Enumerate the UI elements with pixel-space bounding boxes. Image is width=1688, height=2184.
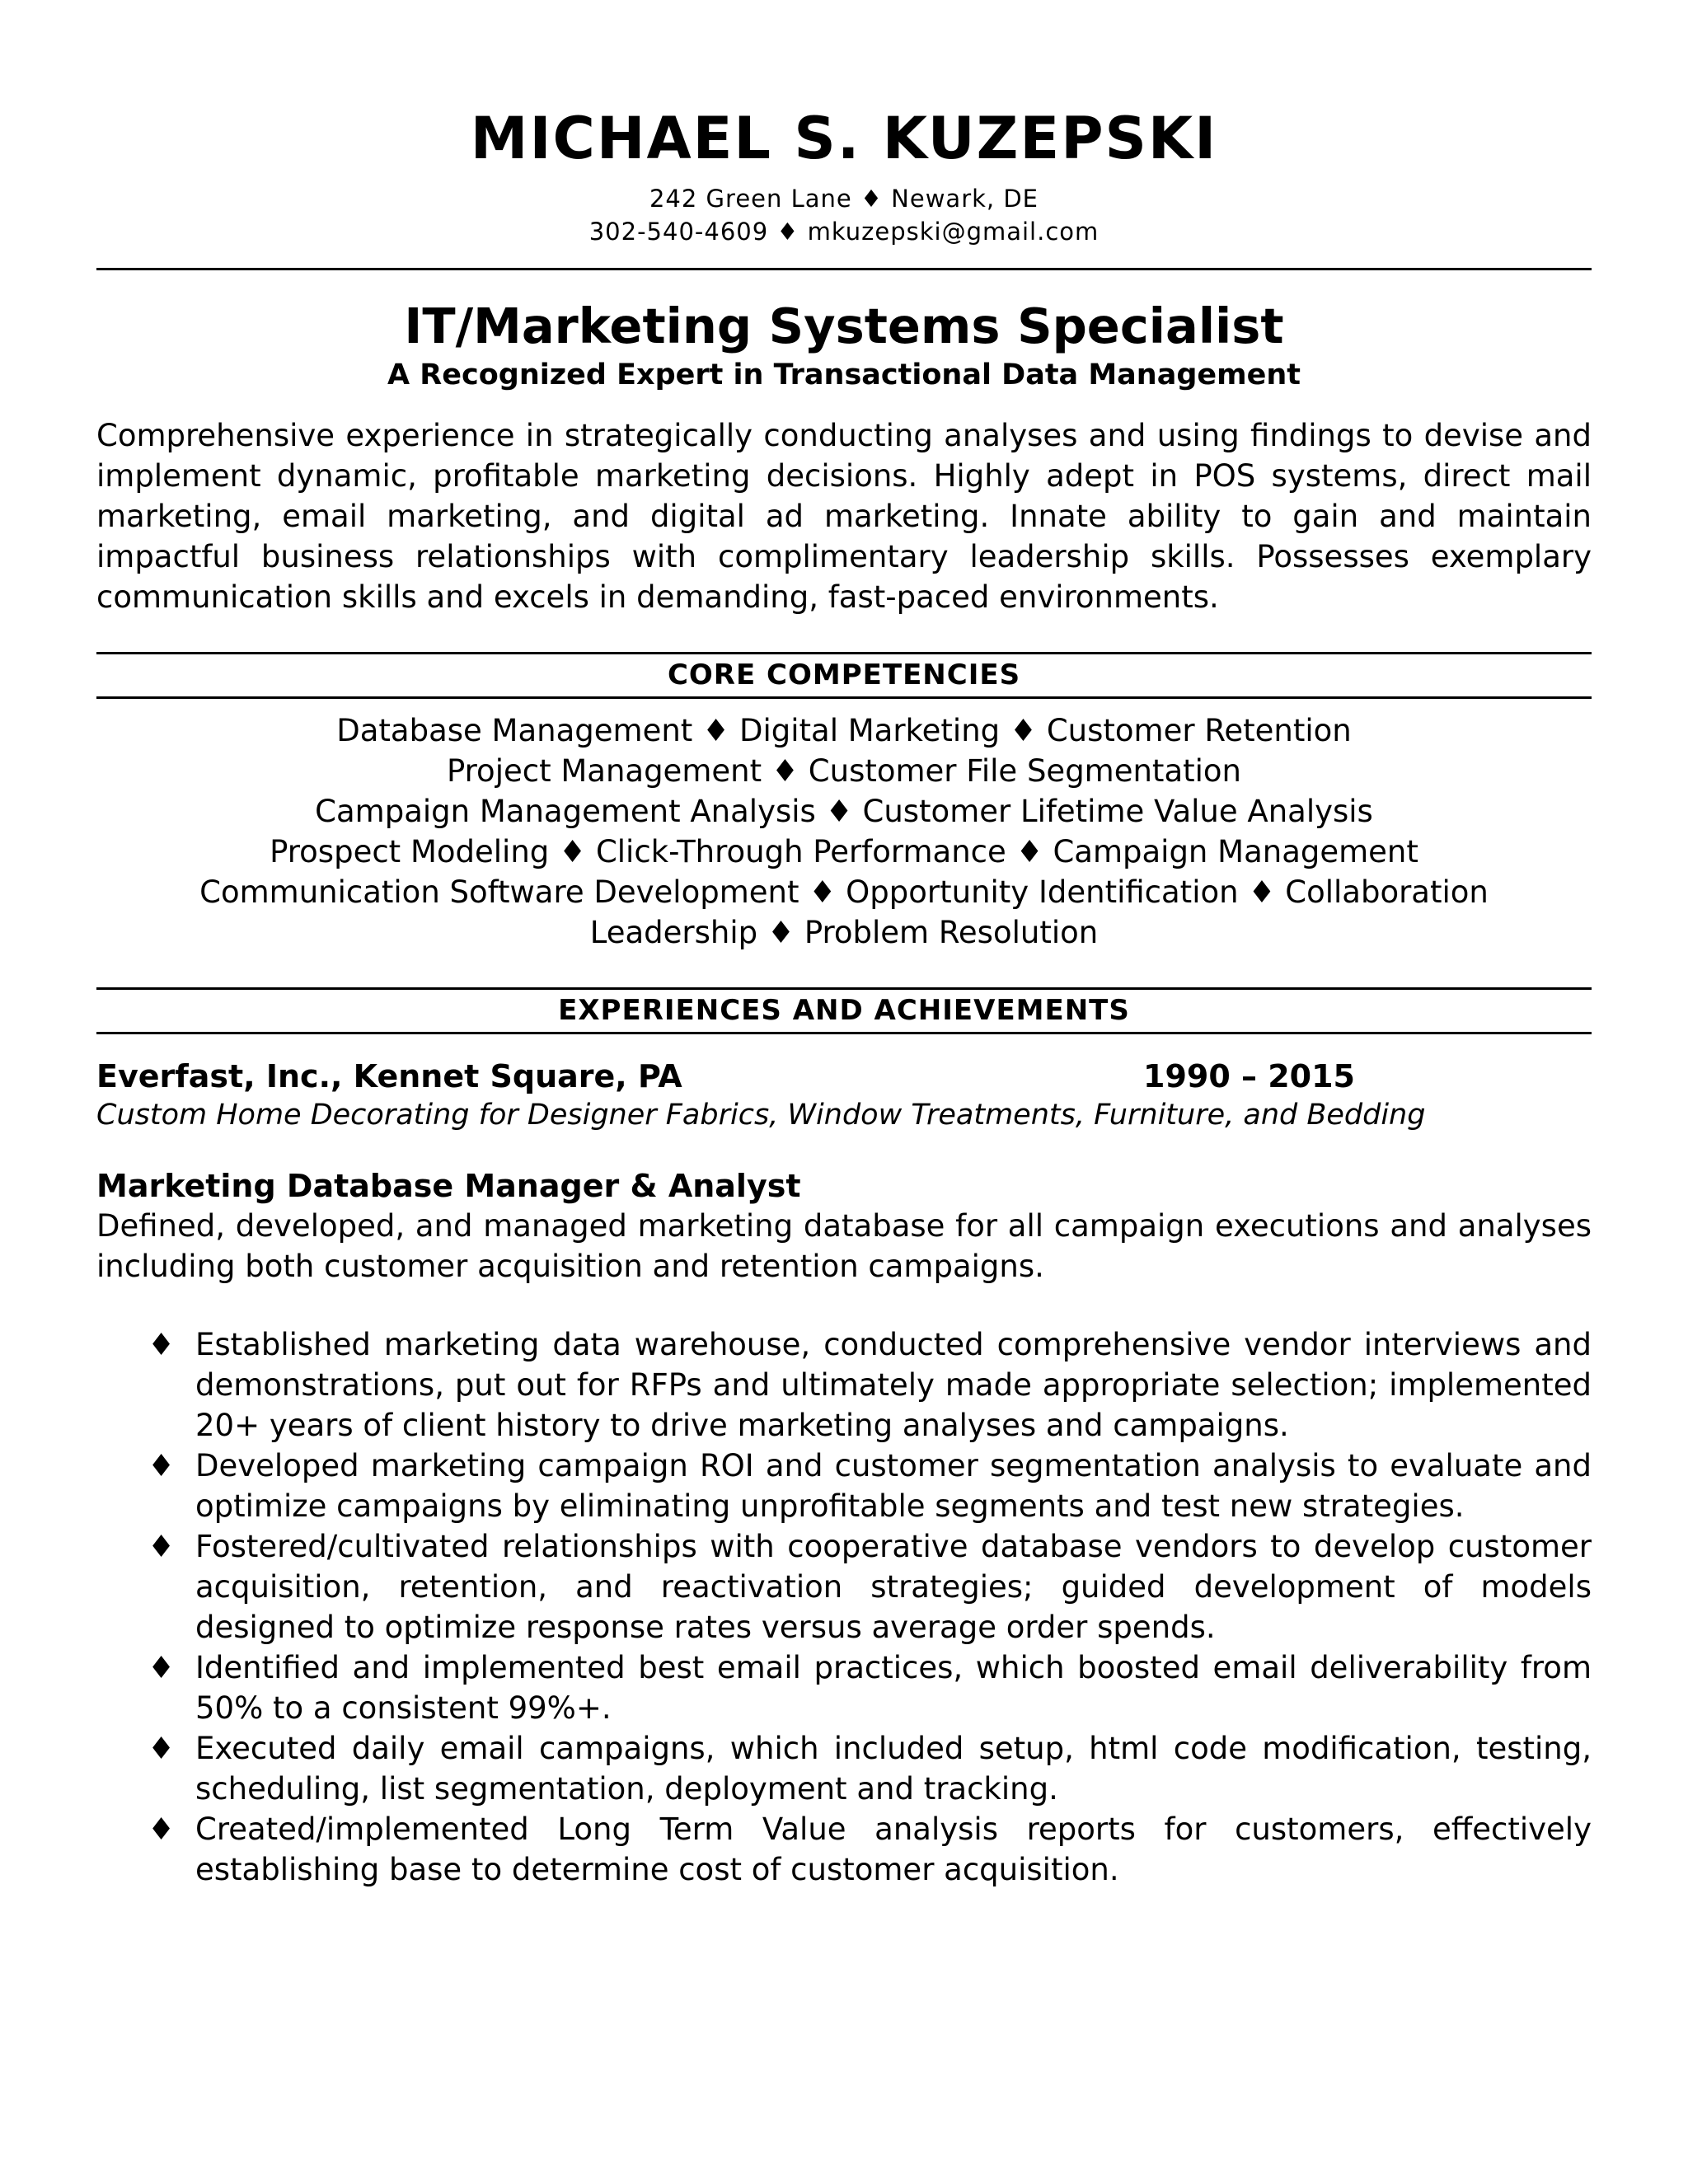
employer-description: Custom Home Decorating for Designer Fabrics, Window Treatments, Furniture, and Bedding [96, 1099, 1426, 1132]
achievement-item [96, 1526, 1592, 1647]
achievement-text: Fostered/cultivated relationships with cooperative database vendors to develop customer acquisition, retention, and reactivation strategies; guided development of models designed to optimize response rates versus average order spends. [195, 1529, 1592, 1645]
competency-line: Database Management ♦ Digital Marketing ♦ Customer Retention [336, 713, 1352, 748]
competency-line: Leadership ♦ Problem Resolution [589, 915, 1099, 950]
header-divider [96, 268, 1592, 270]
competency-line: Communication Software Development ♦ Opportunity Identification ♦ Collaboration [199, 874, 1489, 910]
summary-paragraph: Comprehensive experience in strategically conducting analyses and using findings to devise and implement dynamic, profitable marketing decisions. Highly adept in POS systems, direct mail marketing, email marketing, and digital ad marketing. Innate ability to gain and maintain impactful business relationships with complimentary leadership skills. Possesses exemplary communication skills and excels in demanding, fast-paced environments. [96, 418, 1592, 615]
diamond-bullet-icon: ♦ [148, 1327, 176, 1362]
core-competencies-heading: CORE COMPETENCIES [96, 652, 1592, 699]
employer-line [96, 1056, 1592, 1097]
employer-name: Everfast, Inc., Kennet Square, PA [96, 1058, 682, 1094]
contact-block [96, 182, 1592, 248]
diamond-bullet-icon: ♦ [148, 1650, 176, 1685]
competency-line: Project Management ♦ Customer File Segmentation [447, 753, 1241, 789]
achievement-text: Executed daily email campaigns, which included setup, html code modification, testing, scheduling, list segmentation, deployment and tracking. [195, 1731, 1592, 1807]
employment-dates: 1990 – 2015 [1143, 1058, 1355, 1094]
achievement-item [96, 1728, 1592, 1809]
role-description: Defined, developed, and managed marketing database for all campaign executions and analyses including both customer acquisition and retention campaigns. [96, 1208, 1592, 1284]
resume-page [96, 0, 1592, 1890]
diamond-bullet-icon: ♦ [148, 1529, 176, 1564]
achievement-list [96, 1324, 1592, 1890]
headline-subtitle: A Recognized Expert in Transactional Data Management [387, 359, 1301, 391]
competency-line: Prospect Modeling ♦ Click-Through Performance ♦ Campaign Management [270, 834, 1418, 869]
address-line: 242 Green Lane ♦ Newark, DE [649, 185, 1039, 213]
achievement-item [96, 1324, 1592, 1446]
achievement-text: Created/implemented Long Term Value analysis reports for customers, effectively establishing base to determine cost of customer acquisition. [195, 1811, 1592, 1887]
achievement-item [96, 1647, 1592, 1728]
achievement-item [96, 1446, 1592, 1526]
role-title: Marketing Database Manager & Analyst [96, 1168, 801, 1204]
phone-email-line: 302-540-4609 ♦ mkuzepski@gmail.com [588, 218, 1100, 246]
competency-line: Campaign Management Analysis ♦ Customer Lifetime Value Analysis [315, 794, 1373, 829]
headline-title: IT/Marketing Systems Specialist [404, 298, 1284, 354]
achievement-text: Developed marketing campaign ROI and customer segmentation analysis to evaluate and optimize campaigns by eliminating unprofitable segments and test new strategies. [195, 1448, 1592, 1524]
achievement-text: Established marketing data warehouse, conducted comprehensive vendor interviews and demonstrations, put out for RFPs and ultimately made appropriate selection; implemented 20+ years of client history to drive marketing analyses and campaigns. [195, 1327, 1592, 1443]
achievement-text: Identified and implemented best email practices, which boosted email deliverability from 50% to a consistent 99%+. [195, 1650, 1592, 1726]
experience-heading: EXPERIENCES AND ACHIEVEMENTS [96, 987, 1592, 1034]
competencies-list [96, 710, 1592, 953]
diamond-bullet-icon: ♦ [148, 1731, 176, 1766]
achievement-item [96, 1809, 1592, 1890]
diamond-bullet-icon: ♦ [148, 1811, 176, 1847]
diamond-bullet-icon: ♦ [148, 1448, 176, 1483]
candidate-name: MICHAEL S. KUZEPSKI [470, 105, 1218, 172]
